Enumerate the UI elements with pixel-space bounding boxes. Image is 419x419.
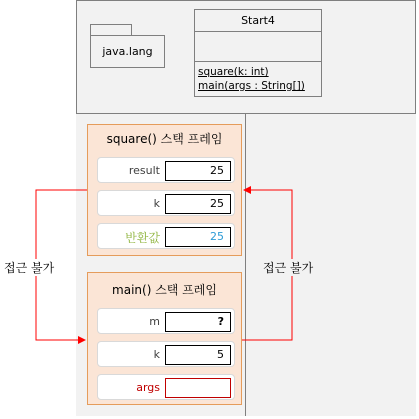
var-value-main-k: 5 bbox=[165, 345, 231, 365]
var-label-main-k: k bbox=[153, 348, 160, 361]
package-name: java.lang bbox=[102, 45, 153, 58]
var-value-return: 25 bbox=[165, 227, 231, 247]
var-value-m: ? bbox=[165, 312, 231, 332]
var-label-k: k bbox=[153, 197, 160, 210]
operation-square: square(k: int) bbox=[198, 66, 269, 78]
access-label-left: 접근 불가 bbox=[4, 261, 55, 275]
access-label-right: 접근 불가 bbox=[260, 259, 316, 276]
var-label-return: 반환값 bbox=[125, 231, 160, 245]
var-label-m: m bbox=[149, 315, 160, 328]
var-value-result: 25 bbox=[165, 161, 231, 181]
class-name-text: Start4 bbox=[241, 13, 275, 27]
var-label-result: result bbox=[128, 164, 160, 177]
main-frame-title: main() 스택 프레임 bbox=[112, 283, 217, 297]
var-label-args: args bbox=[136, 381, 160, 394]
square-frame-title: square() 스택 프레임 bbox=[106, 132, 223, 146]
var-value-k: 25 bbox=[165, 194, 231, 214]
operation-main: main(args : String[]) bbox=[198, 80, 305, 92]
